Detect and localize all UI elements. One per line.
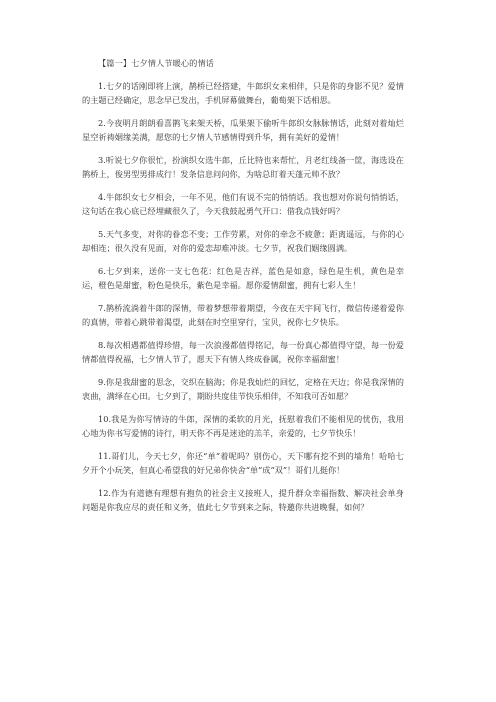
paragraph-1: 1.七夕的话刚即将上演，鹊桥已经搭建，牛郎织女来相伴，只是你的身影不见？爱情的主题已经确定，思念早已发出，手机屏幕做舞台，葡萄架下话相思。: [82, 81, 404, 105]
paragraph-12: 12.作为有道德有理想有抱负的社会主义接班人，提升群众幸福指数、解决社会单身问题是你我应尽的责任和义务，值此七夕节到来之际，特邀你共进晚餐，如何？: [82, 488, 404, 512]
paragraph-9: 9.你是我甜蜜的思念，交织在脑海；你是我灿烂的回忆，定格在天边；你是我深情的衷曲，满绎在心田。七夕到了，期盼共度佳节快乐相伴，不知我可否如愿？: [82, 377, 404, 401]
paragraph-5: 5.天气多变，对你的眷恋不变；工作劳累，对你的牵念不疲惫；距离遥远，与你的心却相连；很久没有见面，对你的爱恋却难冲淡。七夕节，祝我们姻缘圆满。: [82, 229, 404, 253]
paragraph-3: 3.听说七夕你很忙，扮演织女选牛郎，丘比特也来帮忙，月老红线备一筐，海选设在鹊桥上，俊男型男排成行！发条信息问问你，为啥总盯着天蓬元帅不放？: [82, 155, 404, 179]
paragraph-11: 11.哥们儿，今天七夕，你还“单”着呢吗？别伤心，天下哪有挖不到的墙角！哈哈七夕开个小玩笑，但真心希望我的好兄弟你快舍“单”成“双”！哥们儿挺你！: [82, 451, 404, 475]
paragraph-8: 8.每次相遇都值得珍惜，每一次浪漫都值得铭记，每一份真心都值得守望，每一份爱情都值得祝福，七夕情人节了，愿天下有情人终成眷属，祝你幸福甜蜜！: [82, 340, 404, 364]
paragraph-10: 10.我是为你写情诗的牛郎，深情的柔软的月光，抚慰着我们不能相见的忧伤，我用心地为你书写爱情的诗行，明天你不再是迷途的羔羊，亲爱的，七夕节快乐！: [82, 414, 404, 438]
paragraph-6: 6.七夕到来，送你一支七色花：红色是吉祥，蓝色是如意，绿色是生机，黄色是幸运，橙色是甜蜜，粉色是快乐，紫色是幸福。愿你爱情甜蜜，拥有七彩人生！: [82, 266, 404, 290]
paragraph-2: 2.今夜明月朗朗看喜鹊飞来架天桥，瓜果架下偷听牛郎织女脉脉情话，此刻对着灿烂星空祈祷姻缘美满，愿您的七夕情人节感情得到升华，拥有美好的爱情！: [82, 118, 404, 142]
paragraph-7: 7.鹊桥流淌着牛郎的深情，带着梦想带着期望，今夜在天宇间飞行，微信传递着爱你的真情，带着心跳带着渴望，此刻在时空里穿行，宝贝，祝你七夕快乐。: [82, 303, 404, 327]
paragraph-4: 4.牛郎织女七夕相会，一年不见，他们有说不完的悄悄话。我也想对你说句悄悄话，这句话在我心底已经埋藏很久了，今天我鼓起勇气开口：借我点钱好吗？: [82, 192, 404, 216]
document-page: [82, 57, 404, 523]
document-title: 【篇一】七夕情人节暖心的情话: [98, 58, 215, 68]
